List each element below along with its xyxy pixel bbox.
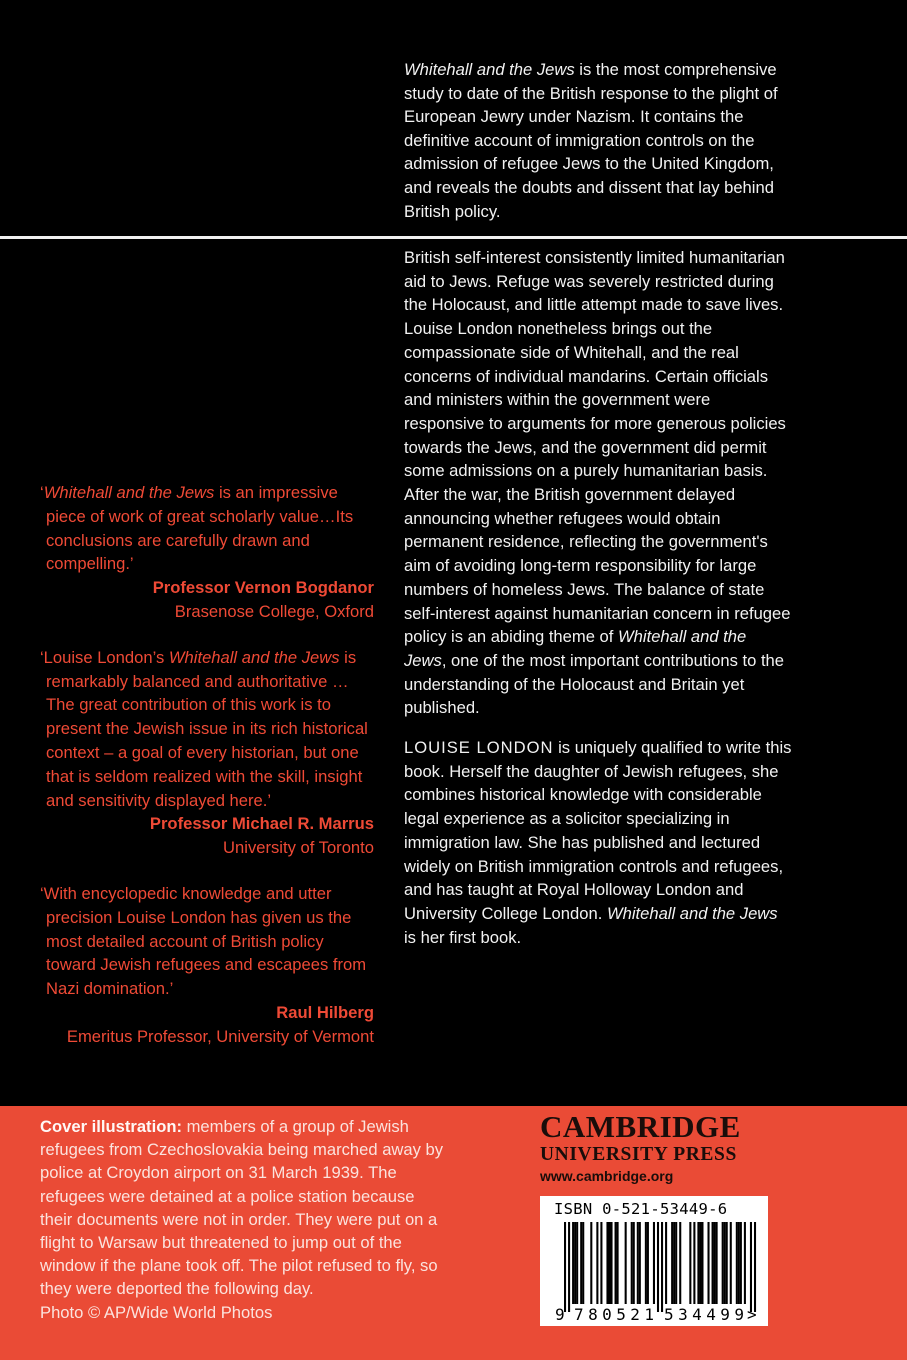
cover-caption-text: members of a group of Jewish refugees from Czechoslovakia being marched away by police at Croydon airport on 31 March 1939. The refugees were detained at a police station because their documents were not in order. They were put on a flight to Warsaw but threatened to jump out of the window if the plane took off. The pilot refused to fly, so they were deported the following day. (40, 1117, 444, 1299)
cover-caption (40, 1115, 450, 1324)
main-description (404, 246, 792, 965)
barcode-bar (608, 1222, 610, 1304)
author-name: LOUISE LONDON (404, 738, 554, 758)
barcode-bar (716, 1222, 718, 1304)
barcode-bar (712, 1222, 714, 1304)
barcode-bar (617, 1222, 619, 1304)
barcode-bar (637, 1222, 639, 1304)
horizontal-rule (0, 236, 907, 239)
bio-text-b: is her first book. (404, 927, 522, 947)
description-paragraph-1 (404, 246, 792, 720)
barcode-bars (564, 1222, 756, 1312)
barcode-bar (679, 1222, 681, 1304)
barcode-bar (615, 1222, 617, 1304)
barcode-bar (736, 1222, 738, 1304)
barcode-bar (606, 1222, 608, 1304)
barcode-bar (671, 1222, 673, 1304)
barcode-bar (582, 1222, 584, 1304)
barcode-bar (707, 1222, 709, 1304)
quote-3-text: ‘With encyclopedic knowledge and utter precision Louise London has given us the most detailed account of British policy toward Jewish refugees and escapees from Nazi domination.’ (40, 883, 367, 999)
barcode-bar (580, 1222, 582, 1304)
top-blurb-title: Whitehall and the Jews (404, 60, 575, 79)
quote-2-open: ‘Louise London’s (40, 647, 169, 667)
barcode-bar (693, 1222, 695, 1304)
bio-text-a: is uniquely qualified to write this book. Herself the daughter of Jewish refugees, she combines historical knowledge with considerable legal experience as a solicitor specializing in immigration law. She has published and lectured widely on British immigration controls and refugees, and has taught at Royal Holloway London and University College London. (404, 738, 792, 923)
barcode-bar (610, 1222, 612, 1304)
barcode-bar (600, 1222, 602, 1304)
barcode-bar (740, 1222, 742, 1304)
barcode-bar (633, 1222, 635, 1304)
barcode-bar (730, 1222, 732, 1304)
quote-2-body: is remarkably balanced and authoritative …The great contribution of this work is to present the Jewish issue in its rich historical context – a goal of every historian, but one that is seldom realized with the skill, insight and sensitivity displayed here.’ (46, 647, 368, 810)
quote-2-author: Professor Michael R. Marrus (149, 814, 374, 834)
quote-2-affiliation: University of Toronto (223, 838, 374, 858)
quote-1-title: Whitehall and the Jews (43, 483, 215, 502)
barcode-bar (701, 1222, 703, 1304)
barcode-arrow: > (747, 1305, 757, 1324)
barcode-bar (726, 1222, 728, 1304)
barcode-bar (568, 1222, 570, 1312)
quote-1-open: ‘ (40, 483, 44, 502)
barcode-bar (647, 1222, 649, 1304)
publisher-url: www.cambridge.org (540, 1168, 674, 1184)
quote-1-text (40, 481, 374, 576)
barcode-bar (689, 1222, 691, 1304)
barcode-bar (724, 1222, 726, 1304)
quote-3-author: Raul Hilberg (276, 1002, 374, 1022)
cover-caption-label: Cover illustration: (40, 1117, 182, 1136)
top-blurb-text: is the most comprehensive study to date of the British response to the plight of European Jewry under Nazism. It contains the definitive account of immigration controls on the admission of refugee Jews to the United Kingdom, and reveals the doubts and dissent that lay behind British policy. (404, 60, 778, 221)
quote-2-title: Whitehall and the Jews (168, 647, 340, 667)
barcode-bar (653, 1222, 655, 1304)
barcode-box (540, 1196, 768, 1326)
quote-2-text (40, 646, 374, 813)
barcode-bar (572, 1222, 574, 1304)
barcode-bar (576, 1222, 578, 1304)
barcode-bar (750, 1222, 752, 1312)
barcode-bar (697, 1222, 699, 1304)
publisher-subtitle: UNIVERSITY PRESS (540, 1144, 737, 1165)
barcode-bar (645, 1222, 647, 1304)
quote-1-body: is an impressive piece of work of great scholarly value…Its conclusions are carefully drawn and compelling.’ (46, 483, 354, 574)
para1-text-a: British self-interest consistently limited humanitarian aid to Jews. Refuge was severely restricted during the Holocaust, and little attempt made to save lives. Louise London nonetheless brings out the compassionate side of Whitehall, and the real concerns of individual mandarins. Certain officials and ministers within the government were responsive to arguments for more generous policies towards the Jews, and the government did permit some admissions on a purely humanitarian basis. After the war, the British government delayed announcing whether refugees would obtain permanent residence, reflecting the government's aim of avoiding long-term responsibility for large numbers of homeless Jews. The balance of state self-interest against humanitarian concern in refugee policy is an abiding theme of (404, 248, 791, 647)
quote-1-affiliation: Brasenose College, Oxford (174, 601, 374, 621)
barcode-bar (564, 1222, 566, 1312)
barcode-bar (673, 1222, 675, 1304)
barcode-bar (675, 1222, 677, 1304)
review-quote-1 (40, 481, 374, 624)
author-bio-paragraph (404, 736, 792, 949)
barcode-first-digit: 9 (555, 1305, 565, 1324)
review-quote-3 (40, 882, 374, 1049)
barcode-bar (665, 1222, 667, 1304)
review-quote-2 (40, 646, 374, 860)
publisher-name: CAMBRIDGE (540, 1109, 741, 1144)
barcode-bar (699, 1222, 701, 1304)
barcode-group-1: 780521 (574, 1305, 654, 1324)
barcode-bar (657, 1222, 659, 1312)
barcode-bar (625, 1222, 627, 1304)
barcode-bar (722, 1222, 724, 1304)
barcode-bar (738, 1222, 740, 1304)
barcode-bar (744, 1222, 746, 1304)
barcode-bar (714, 1222, 716, 1304)
barcode-bar (631, 1222, 633, 1304)
bio-title: Whitehall and the Jews (606, 903, 778, 923)
publisher-logo (540, 1110, 780, 1184)
barcode-bar (596, 1222, 598, 1304)
quote-1-author: Professor Vernon Bogdanor (152, 578, 374, 598)
quote-3-affiliation: Emeritus Professor, University of Vermont (66, 1026, 374, 1046)
para1-title: Whitehall and the Jews (404, 627, 747, 670)
barcode-bar (639, 1222, 641, 1304)
barcode-group-2: 534499 (664, 1305, 744, 1324)
barcode-bar (590, 1222, 592, 1304)
review-quotes (40, 481, 374, 1071)
isbn-number: ISBN 0-521-53449-6 (554, 1200, 728, 1218)
barcode-bar (661, 1222, 663, 1312)
top-blurb (404, 58, 794, 223)
barcode-bar (754, 1222, 756, 1312)
para1-text-b: , one of the most important contributions to the understanding of the Holocaust and Britain yet published. (404, 650, 785, 718)
photo-credit: Photo © AP/Wide World Photos (40, 1302, 273, 1322)
barcode-bar (574, 1222, 576, 1304)
